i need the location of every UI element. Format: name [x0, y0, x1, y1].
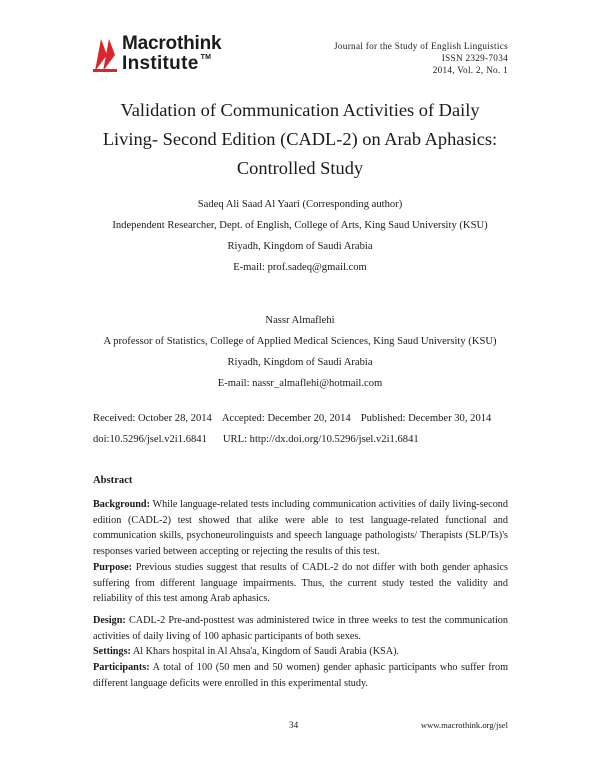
author-location: Riyadh, Kingdom of Saudi Arabia	[227, 241, 373, 252]
abstract-heading: Abstract	[93, 475, 133, 486]
author-name: Sadeq Ali Saad Al Yaari (Corresponding author)	[197, 199, 403, 210]
author-affiliation: A professor of Statistics, College of Applied Medical Sciences, King Saud University (KSU)	[103, 336, 497, 347]
abstract-design	[93, 613, 508, 660]
settings-text: Al Khars hospital in Al Ahsa'a, Kingdom of Saudi Arabia (KSA).	[132, 646, 400, 657]
title-line-2: Living- Second Edition (CADL-2) on Arab Aphasics:	[102, 129, 498, 149]
design-text: CADL-2 Pre-and-posttest was administered twice in three weeks to test the communication activities of daily living of 100 aphasic participants of both sexes.	[93, 615, 508, 642]
author-name: Nassr Almaflehi	[265, 315, 335, 326]
publisher-logo	[93, 34, 253, 74]
logo-line-1: Macrothink	[122, 33, 222, 54]
journal-name: Journal for the Study of English Linguistics	[334, 41, 508, 51]
journal-issn: ISSN 2329-7034	[441, 53, 508, 63]
accepted-date: Accepted: December 20, 2014	[221, 413, 351, 424]
author-location: Riyadh, Kingdom of Saudi Arabia	[227, 357, 373, 368]
logo-line-2	[122, 54, 221, 73]
doi-url[interactable]: URL: http://dx.doi.org/10.5296/jsel.v2i1.6841	[222, 434, 419, 445]
title-line-1: Validation of Communication Activities of Daily	[120, 100, 480, 120]
abstract-purpose	[93, 560, 508, 607]
macrothink-logo-icon	[93, 35, 119, 73]
title-line-3: Controlled Study	[236, 158, 364, 178]
journal-info	[334, 40, 508, 76]
footer-url[interactable]: www.macrothink.org/jsel	[420, 720, 508, 730]
trademark-mark: TM	[200, 54, 212, 61]
purpose-text: Previous studies suggest that results of CADL-2 do not differ with both gender aphasics suffering from different language impairments. Thus, the current study tested the validity and reliability of this test among Arab aphasics.	[93, 562, 508, 604]
abstract-background	[93, 497, 508, 559]
publication-dates	[93, 408, 523, 450]
dates-line-1	[93, 408, 523, 429]
background-label: Background:	[93, 499, 150, 510]
author-email: E-mail: prof.sadeq@gmail.com	[233, 262, 367, 273]
logo-line-2-text: Institute	[122, 53, 199, 74]
abstract-participants	[93, 660, 508, 691]
logo-text	[122, 34, 221, 73]
design-label: Design:	[93, 615, 126, 626]
author-block-1	[60, 194, 540, 278]
published-date: Published: December 30, 2014	[360, 413, 492, 424]
journal-volume: 2014, Vol. 2, No. 1	[432, 65, 508, 75]
author-email: E-mail: nassr_almaflehi@hotmail.com	[217, 378, 383, 389]
page-number: 34	[289, 720, 299, 730]
author-block-2	[60, 310, 540, 394]
doi: doi:10.5296/jsel.v2i1.6841	[93, 434, 207, 445]
settings-label: Settings:	[93, 646, 131, 657]
received-date: Received: October 28, 2014	[93, 413, 212, 424]
paper-title	[60, 96, 540, 183]
author-affiliation: Independent Researcher, Dept. of English, College of Arts, King Saud University (KSU)	[112, 220, 488, 231]
dates-line-2	[93, 429, 523, 450]
purpose-label: Purpose:	[93, 562, 133, 573]
participants-text: A total of 100 (50 men and 50 women) gender aphasic participants who suffer from different language deficits were enrolled in this experimental study.	[93, 662, 509, 689]
background-text: While language-related tests including communication activities of daily living-second edition (CADL-2) test showed that alike were able to test language-related functional and communication skills, psychoneurolinguists and speech language pathologists/ Therapists (SLP/Ts)'s responses varied between accepting or rejecting the results of this test.	[93, 499, 508, 557]
participants-label: Participants:	[93, 662, 150, 673]
